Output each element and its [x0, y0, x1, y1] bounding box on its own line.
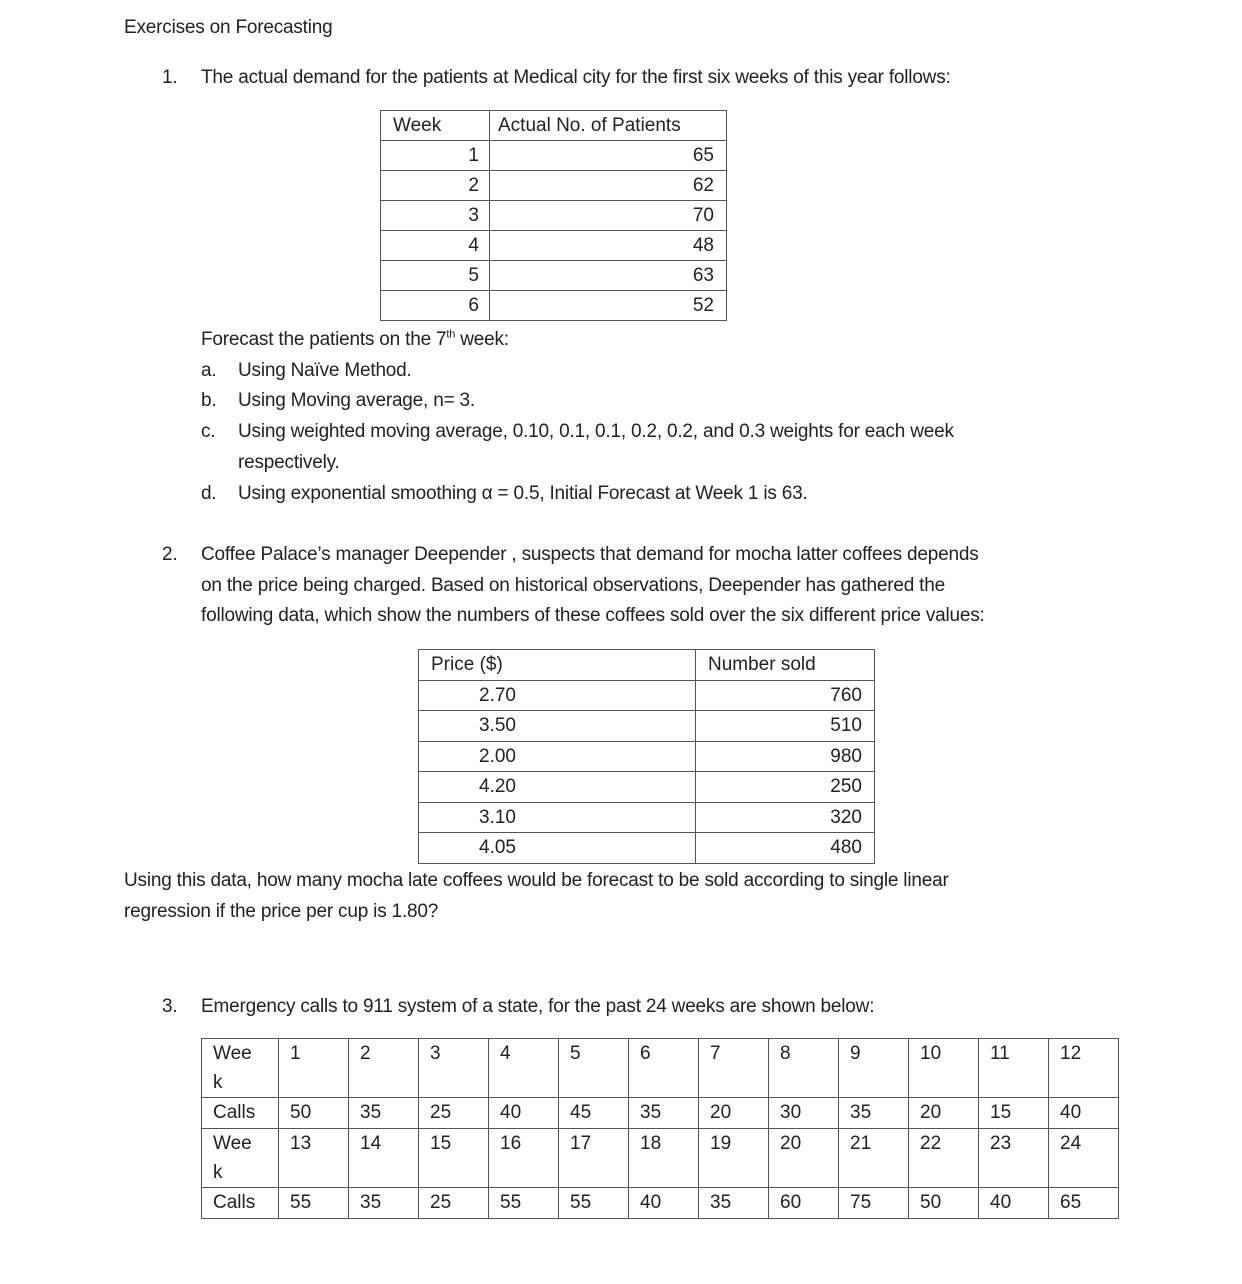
prompt-superscript: th [446, 328, 456, 341]
week-cell: 15 [419, 1129, 489, 1188]
calls-cell: 15 [979, 1098, 1049, 1129]
table-row [381, 261, 727, 291]
q2-question-line-2: regression if the price per cup is 1.80? [124, 901, 439, 922]
patients-cell: 63 [490, 261, 727, 291]
week-cell: 22 [909, 1129, 979, 1188]
week-cell: 17 [559, 1129, 629, 1188]
price-cell: 2.70 [419, 680, 696, 711]
q2-question-line-1: Using this data, how many mocha late coffees would be forecast to be sold according to single linear [124, 870, 949, 891]
q1-item-c: Using weighted moving average, 0.10, 0.1, 0.1, 0.2, 0.2, and 0.3 weights for each week [238, 421, 954, 442]
week-cell: 13 [279, 1129, 349, 1188]
calls-cell: 35 [629, 1098, 699, 1129]
patients-cell: 65 [490, 141, 727, 171]
table-row [381, 171, 727, 201]
week-cell: 19 [699, 1129, 769, 1188]
week-cell: 21 [839, 1129, 909, 1188]
calls-cell: 75 [839, 1188, 909, 1219]
prompt-text-end: week: [455, 329, 509, 350]
document-title: Exercises on Forecasting [124, 17, 333, 38]
patients-cell: 52 [490, 291, 727, 321]
q2-line-1: Coffee Palace’s manager Deepender , suspects that demand for mocha latter coffees depends [201, 544, 979, 565]
week-cell: 20 [769, 1129, 839, 1188]
calls-label-cell: Calls [202, 1098, 279, 1129]
coffee-price-table [418, 649, 875, 864]
column-header-sold: Number sold [696, 650, 875, 681]
week-cell: 6 [629, 1039, 699, 1098]
calls-row-2 [202, 1188, 1119, 1219]
week-label-part1: Wee [213, 1133, 252, 1154]
table-header-row [419, 650, 875, 681]
q1-item-c-cont: respectively. [238, 452, 340, 473]
table-row [419, 833, 875, 864]
q1-item-d: Using exponential smoothing α = 0.5, Initial Forecast at Week 1 is 63. [238, 483, 808, 504]
price-cell: 3.50 [419, 711, 696, 742]
week-row-2 [202, 1129, 1119, 1188]
column-header-price: Price ($) [419, 650, 696, 681]
sold-cell: 510 [696, 711, 875, 742]
sold-cell: 980 [696, 741, 875, 772]
week-label-cell [202, 1039, 279, 1098]
calls-cell: 50 [909, 1188, 979, 1219]
table-row [381, 231, 727, 261]
calls-cell: 30 [769, 1098, 839, 1129]
q1-item-label-c: c. [201, 421, 216, 442]
q1-item-label-b: b. [201, 390, 217, 411]
emergency-calls-table [201, 1038, 1119, 1219]
q1-item-label-a: a. [201, 360, 217, 381]
calls-cell: 50 [279, 1098, 349, 1129]
week-cell: 4 [381, 231, 490, 261]
week-cell: 6 [381, 291, 490, 321]
price-cell: 4.05 [419, 833, 696, 864]
calls-cell: 55 [559, 1188, 629, 1219]
week-row-1 [202, 1039, 1119, 1098]
patients-table [380, 110, 727, 321]
calls-row-1 [202, 1098, 1119, 1129]
column-header-patients: Actual No. of Patients [490, 111, 727, 141]
table-row [419, 711, 875, 742]
table-row [381, 201, 727, 231]
q1-item-a: Using Naïve Method. [238, 360, 412, 381]
calls-cell: 25 [419, 1188, 489, 1219]
week-cell: 11 [979, 1039, 1049, 1098]
calls-cell: 40 [489, 1098, 559, 1129]
sold-cell: 760 [696, 680, 875, 711]
calls-cell: 55 [489, 1188, 559, 1219]
week-cell: 23 [979, 1129, 1049, 1188]
price-cell: 2.00 [419, 741, 696, 772]
q1-item-label-d: d. [201, 483, 217, 504]
calls-cell: 40 [629, 1188, 699, 1219]
week-label-part2: k [213, 1162, 223, 1183]
sold-cell: 250 [696, 772, 875, 803]
week-cell: 7 [699, 1039, 769, 1098]
week-cell: 14 [349, 1129, 419, 1188]
calls-cell: 40 [1049, 1098, 1119, 1129]
calls-cell: 25 [419, 1098, 489, 1129]
calls-cell: 45 [559, 1098, 629, 1129]
calls-cell: 35 [349, 1188, 419, 1219]
patients-cell: 70 [490, 201, 727, 231]
q1-number: 1. [162, 67, 178, 88]
price-cell: 4.20 [419, 772, 696, 803]
week-cell: 3 [381, 201, 490, 231]
week-label-cell [202, 1129, 279, 1188]
calls-cell: 20 [699, 1098, 769, 1129]
week-cell: 4 [489, 1039, 559, 1098]
prompt-text: Forecast the patients on the 7 [201, 329, 447, 350]
week-cell: 1 [279, 1039, 349, 1098]
q2-number: 2. [162, 544, 178, 565]
week-cell: 24 [1049, 1129, 1119, 1188]
calls-cell: 55 [279, 1188, 349, 1219]
table-header-row [381, 111, 727, 141]
week-cell: 2 [349, 1039, 419, 1098]
week-cell: 5 [559, 1039, 629, 1098]
table-row [419, 802, 875, 833]
sold-cell: 480 [696, 833, 875, 864]
calls-label-cell: Calls [202, 1188, 279, 1219]
week-cell: 8 [769, 1039, 839, 1098]
calls-cell: 35 [349, 1098, 419, 1129]
week-cell: 2 [381, 171, 490, 201]
q2-line-3: following data, which show the numbers of these coffees sold over the six different price values: [201, 605, 985, 626]
table-row [419, 772, 875, 803]
week-cell: 16 [489, 1129, 559, 1188]
table-row [419, 741, 875, 772]
patients-cell: 62 [490, 171, 727, 201]
q1-item-b: Using Moving average, n= 3. [238, 390, 475, 411]
calls-cell: 65 [1049, 1188, 1119, 1219]
calls-cell: 35 [699, 1188, 769, 1219]
week-cell: 10 [909, 1039, 979, 1098]
table-row [381, 141, 727, 171]
patients-cell: 48 [490, 231, 727, 261]
q1-forecast-prompt [201, 329, 509, 351]
calls-cell: 20 [909, 1098, 979, 1129]
sold-cell: 320 [696, 802, 875, 833]
week-cell: 18 [629, 1129, 699, 1188]
week-cell: 1 [381, 141, 490, 171]
week-cell: 5 [381, 261, 490, 291]
week-cell: 12 [1049, 1039, 1119, 1098]
q3-number: 3. [162, 996, 178, 1017]
week-label-part2: k [213, 1072, 223, 1093]
table-row [381, 291, 727, 321]
q1-text: The actual demand for the patients at Medical city for the first six weeks of this year follows: [201, 67, 951, 88]
week-cell: 3 [419, 1039, 489, 1098]
week-label-part1: Wee [213, 1043, 252, 1064]
q3-text: Emergency calls to 911 system of a state, for the past 24 weeks are shown below: [201, 996, 875, 1017]
week-cell: 9 [839, 1039, 909, 1098]
table-row [419, 680, 875, 711]
q2-line-2: on the price being charged. Based on historical observations, Deepender has gathered the [201, 575, 945, 596]
calls-cell: 60 [769, 1188, 839, 1219]
column-header-week: Week [381, 111, 490, 141]
calls-cell: 35 [839, 1098, 909, 1129]
calls-cell: 40 [979, 1188, 1049, 1219]
price-cell: 3.10 [419, 802, 696, 833]
